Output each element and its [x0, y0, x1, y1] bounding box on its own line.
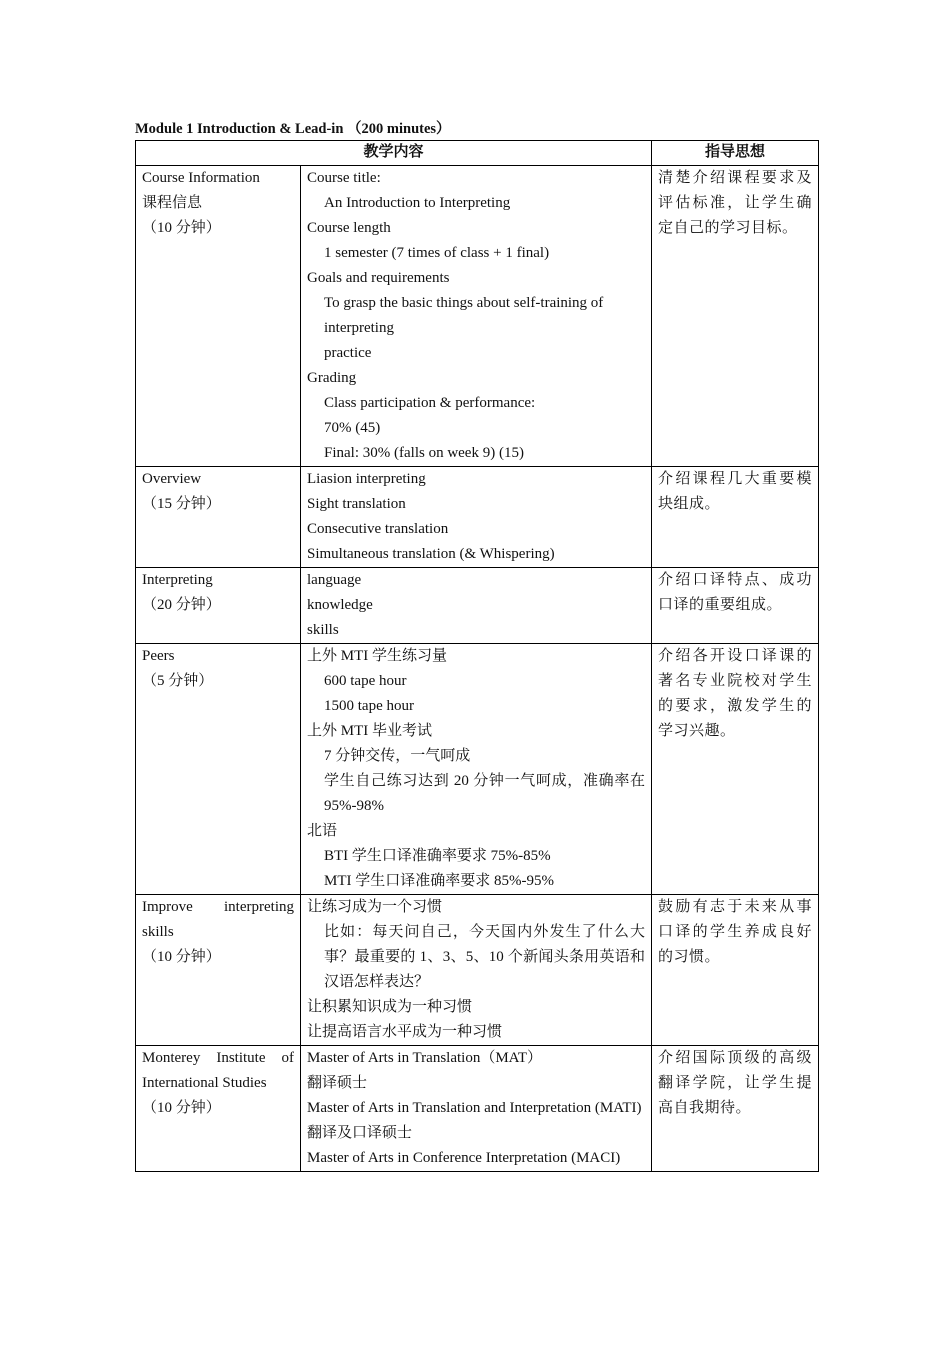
table-row [136, 895, 819, 1046]
table-row [136, 644, 819, 895]
content-line: Course length [307, 220, 391, 236]
topic-line: （10 分钟） [142, 1100, 221, 1116]
content-line: practice [324, 345, 372, 361]
topic-line: Peers [142, 648, 175, 664]
content-line: Final: 30% (falls on week 9) (15) [324, 445, 524, 461]
content-line: Master of Arts in Translation（MAT） [307, 1050, 543, 1066]
content-line: To grasp the basic things about self-training of [324, 295, 604, 311]
topic-line: （20 分钟） [142, 597, 221, 613]
content-line: Grading [307, 370, 357, 386]
table-header-row [136, 141, 819, 166]
guide-cell: 介绍各开设口译课的著名专业院校对学生的要求，激发学生的学习兴趣。 [652, 644, 819, 895]
content-header: 教学内容 [136, 141, 652, 166]
content-cell [301, 895, 652, 1046]
content-line: 600 tape hour [324, 673, 407, 689]
topic-line: （10 分钟） [142, 220, 221, 236]
content-line: 上外 MTI 毕业考试 [307, 723, 432, 739]
topic-line: 课程信息 [142, 195, 203, 211]
content-line: An Introduction to Interpreting [324, 195, 511, 211]
topic-cell [136, 166, 301, 467]
topic-line: Overview [142, 471, 202, 487]
content-line: language [307, 572, 362, 588]
content-line: 70% (45) [324, 420, 381, 436]
content-line: 让练习成为一个习惯 [307, 899, 443, 915]
table-row [136, 568, 819, 644]
topic-line: Course Information [142, 170, 260, 186]
content-line: MTI 学生口译准确率要求 85%-95% [324, 873, 554, 889]
content-line: Sight translation [307, 496, 406, 512]
module-title: Module 1 Introduction & Lead-in （200 minutes） [135, 121, 451, 137]
topic-cell [136, 568, 301, 644]
content-line: skills [307, 622, 339, 638]
topic-cell [136, 644, 301, 895]
content-line: 7 分钟交传，一气呵成 [324, 748, 471, 764]
topic-line: （10 分钟） [142, 949, 221, 965]
content-line: Class participation & performance: [324, 395, 536, 411]
content-cell [301, 467, 652, 568]
content-line: 上外 MTI 学生练习量 [307, 648, 447, 664]
content-line: Master of Arts in Translation and Interpretation (MATI) [307, 1100, 642, 1116]
content-cell [301, 644, 652, 895]
content-line: Course title: [307, 170, 381, 186]
table-row [136, 1046, 819, 1172]
guide-header: 指导思想 [652, 141, 819, 166]
content-line: Goals and requirements [307, 270, 450, 286]
content-cell [301, 568, 652, 644]
content-line: knowledge [307, 597, 373, 613]
content-line: 翻译及口译硕士 [307, 1125, 413, 1141]
content-line: 学生自己练习达到 20 分钟一气呵成，准确率在 95%-98% [324, 773, 646, 814]
topic-line: Monterey Institute of International Studies [142, 1050, 294, 1091]
content-line: BTI 学生口译准确率要求 75%-85% [324, 848, 551, 864]
table-row [136, 166, 819, 467]
document-page [135, 118, 818, 1172]
content-line: 比如：每天问自己，今天国内外发生了什么大事？最重要的 1、3、5、10 个新闻头条用英语和汉语怎样表达？ [324, 924, 646, 990]
topic-cell [136, 895, 301, 1046]
guide-cell: 介绍课程几大重要模块组成。 [652, 467, 819, 568]
topic-line: （5 分钟） [142, 673, 214, 689]
content-cell [301, 1046, 652, 1172]
topic-line: Improve interpreting skills [142, 899, 294, 940]
content-line: 北语 [307, 823, 338, 839]
topic-line: （15 分钟） [142, 496, 221, 512]
content-line: interpreting [324, 320, 394, 336]
guide-cell: 介绍国际顶级的高级翻译学院，让学生提高自我期待。 [652, 1046, 819, 1172]
lesson-plan-table [135, 140, 819, 1172]
guide-cell: 清楚介绍课程要求及评估标准，让学生确定自己的学习目标。 [652, 166, 819, 467]
guide-cell: 介绍口译特点、成功口译的重要组成。 [652, 568, 819, 644]
content-line: Consecutive translation [307, 521, 449, 537]
table-row [136, 467, 819, 568]
content-cell [301, 166, 652, 467]
guide-cell: 鼓励有志于未来从事口译的学生养成良好的习惯。 [652, 895, 819, 1046]
content-line: 让提高语言水平成为一种习惯 [307, 1024, 503, 1040]
topic-cell [136, 467, 301, 568]
topic-line: Interpreting [142, 572, 213, 588]
content-line: Liasion interpreting [307, 471, 426, 487]
topic-cell [136, 1046, 301, 1172]
content-line: 让积累知识成为一种习惯 [307, 999, 473, 1015]
content-line: 1 semester (7 times of class + 1 final) [324, 245, 550, 261]
content-line: Simultaneous translation (& Whispering) [307, 546, 555, 562]
content-line: Master of Arts in Conference Interpretation (MACI) [307, 1150, 621, 1166]
content-line: 1500 tape hour [324, 698, 414, 714]
content-line: 翻译硕士 [307, 1075, 368, 1091]
